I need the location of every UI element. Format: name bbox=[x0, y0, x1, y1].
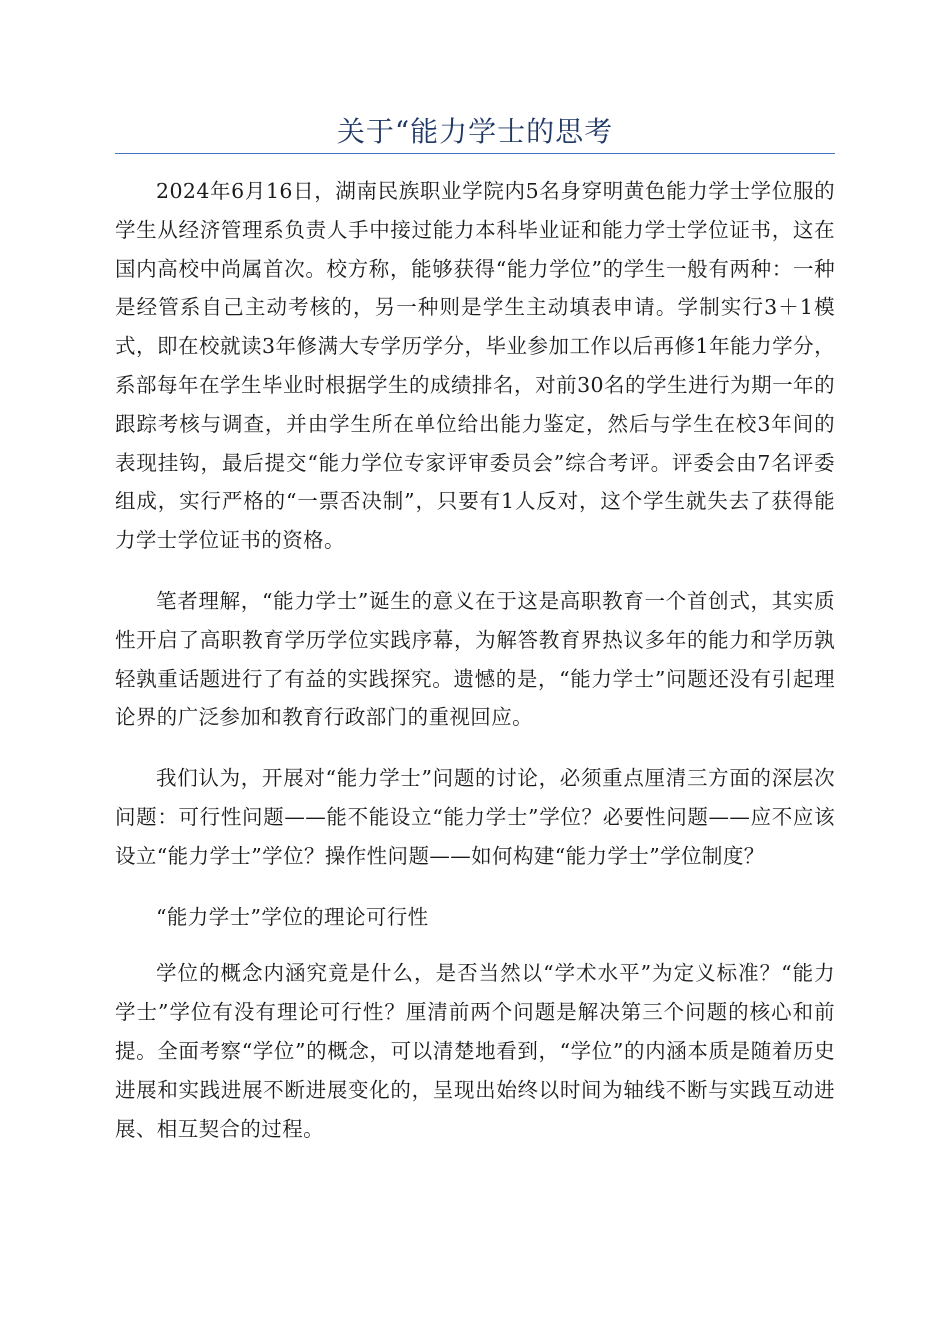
document-title: 关于“能力学士的思考 bbox=[336, 115, 614, 148]
document-body bbox=[115, 172, 835, 1170]
paragraph-2: 笔者理解，“能力学士”诞生的意义在于这是高职教育一个首创式，其实质性开启了高职教育学历学位实践序幕，为解答教育界热议多年的能力和学历孰轻孰重话题进行了有益的实践探究。遗憾的是，“能力学士”问题还没有引起理论界的广泛参加和教育行政部门的重视回应。 bbox=[115, 588, 835, 730]
title-underline bbox=[115, 153, 835, 154]
paragraph-4: 学位的概念内涵究竟是什么，是否当然以“学术水平”为定义标准？“能力学士”学位有没有理论可行性？厘清前两个问题是解决第三个问题的核心和前提。全面考察“学位”的概念，可以清楚地看到，“学位”的内涵本质是随着历史进展和实践进展不断进展变化的，呈现出始终以时间为轴线不断与实践互动进展、相互契合的过程。 bbox=[115, 961, 835, 1141]
section-heading: “能力学士”学位的理论可行性 bbox=[156, 904, 429, 929]
paragraph-1: 2024年6月16日，湖南民族职业学院内5名身穿明黄色能力学士学位服的学生从经济管理系负责人手中接过能力本科毕业证和能力学士学位证书，这在国内高校中尚属首次。校方称，能够获得“能力学位”的学生一般有两种：一种是经管系自己主动考核的，另一种则是学生主动填表申请。学制实行3＋1模式，即在校就读3年修满大专学历学分，毕业参加工作以后再修1年能力学分，系部每年在学生毕业时根据学生的成绩排名，对前30名的学生进行为期一年的跟踪考核与调查，并由学生所在单位给出能力鉴定，然后与学生在校3年间的表现挂钩，最后提交“能力学位专家评审委员会”综合考评。评委会由7名评委组成，实行严格的“一票否决制”，只要有1人反对，这个学生就失去了获得能力学士学位证书的资格。 bbox=[115, 179, 835, 553]
paragraph-3: 我们认为，开展对“能力学士”问题的讨论，必须重点厘清三方面的深层次问题：可行性问题——能不能设立“能力学士”学位？必要性问题——应不应该设立“能力学士”学位？操作性问题——如何构建“能力学士”学位制度？ bbox=[115, 766, 835, 868]
